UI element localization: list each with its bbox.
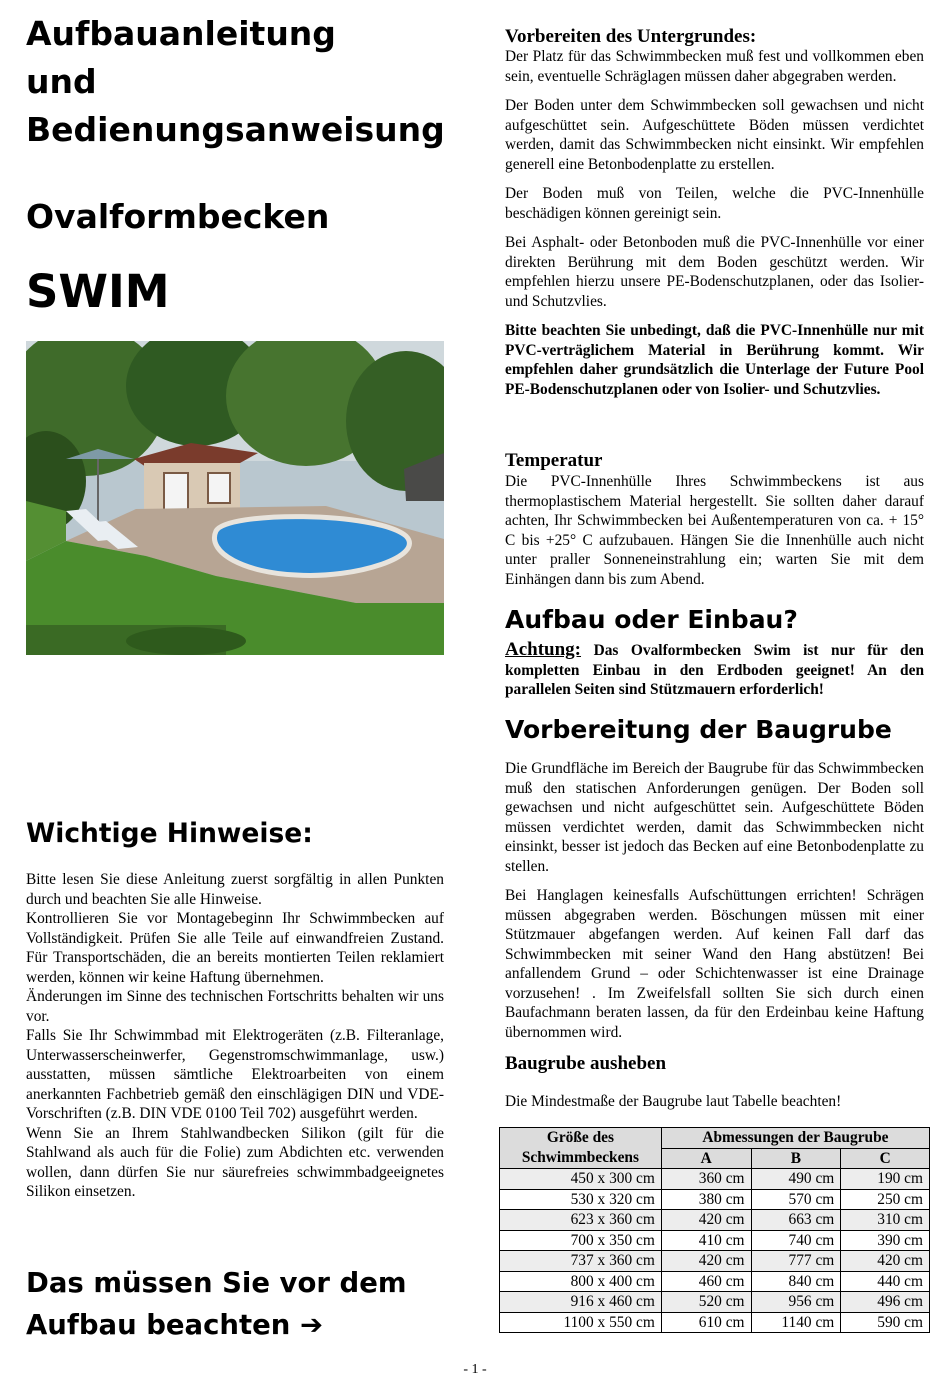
cell-size: 1100 x 550 cm bbox=[500, 1312, 662, 1333]
cell-c: 590 cm bbox=[841, 1312, 930, 1333]
cell-b: 740 cm bbox=[751, 1230, 841, 1251]
important-notes bbox=[26, 870, 444, 1202]
prep-paragraph-1: Der Platz für das Schwimmbecken muß fest und vollkommen eben sein, eventuelle Schräglagen müssen daher abgegraben werden. bbox=[505, 48, 924, 85]
prep-heading: Vorbereiten des Untergrundes: bbox=[505, 26, 757, 47]
table-row bbox=[500, 1210, 930, 1231]
cell-a: 420 cm bbox=[661, 1251, 751, 1272]
title-line-1: Aufbauanleitung bbox=[26, 14, 336, 53]
important-heading: Wichtige Hinweise: bbox=[26, 818, 313, 849]
temperature-paragraph: Die PVC-Innenhülle Ihres Schwimmbeckens ist aus thermoplastischem Material hergestellt. Sie sollten daher darauf achten, Ihr Schwimmbecken bei Außentemperaturen von ca. + 15° C bis +25° C aufzubauen. Hängen Sie die Innenhülle auch nicht unter praller Sonneneinstrahlung ein; warten Sie mit dem Einhängen dann bis zum Abend. bbox=[505, 473, 924, 588]
build-paragraph bbox=[505, 640, 924, 700]
table-row bbox=[500, 1189, 930, 1210]
pit-heading: Vorbereitung der Baugrube bbox=[505, 715, 892, 744]
cell-b: 663 cm bbox=[751, 1210, 841, 1231]
cell-c: 190 cm bbox=[841, 1169, 930, 1190]
dig-paragraph: Die Mindestmaße der Baugrube laut Tabelle beachten! bbox=[505, 1093, 842, 1110]
cell-a: 380 cm bbox=[661, 1189, 751, 1210]
cell-b: 570 cm bbox=[751, 1189, 841, 1210]
table-row bbox=[500, 1169, 930, 1190]
important-paragraph-2: Kontrollieren Sie vor Montagebeginn Ihr Schwimmbecken auf Vollständigkeit. Prüfen Sie alle Teile auf einwandfreien Zustand. Für Transportschäden, die an bereits montierten Teilen reklamiert werden, können wir keine Haftung übernehmen. bbox=[26, 910, 444, 986]
important-paragraph-5: Wenn Sie an Ihrem Stahlwandbecken Silikon (gilt für die Stahlwand als auch für die Folie) zum Abdichten etc. verwenden wollen, dann dürfen Sie nur säurefreies schwimmbadgeeignetes Silikon einsetzen. bbox=[26, 1124, 444, 1200]
attention-label: Achtung: bbox=[505, 639, 582, 660]
cell-size: 530 x 320 cm bbox=[500, 1189, 662, 1210]
build-heading: Aufbau oder Einbau? bbox=[505, 605, 798, 634]
important-paragraph-4: Falls Sie Ihr Schwimmbad mit Elektrogeräten (z.B. Filteranlage, Unterwasserscheinwerfer, Gegenstromschwimmanlage, usw.) ausstatten, müssen sämtliche Elektroarbeiten von einem anerkannten Fachbetrieb gemäß den einschlägigen DIN und VDE-Vorschriften (z.B. DIN VDE 0100 Teil 702) ausgeführt werden. bbox=[26, 1027, 444, 1122]
pit-paragraph-2: Bei Hanglagen keinesfalls Aufschüttungen errichten! Schrägen müssen abgegraben werden. Böschungen müssen mit einer Stützmauer abgefangen werden. Auf keinen Fall darf das Schwimmbecken mit seiner Wand den Hang abstützen! Bei anfallendem Grund – oder Schichtenwasser ist eine Drainage vorzusehen! . Im Zweifelsfall sollten Sie sich durch einen Baufachmann beraten lassen, da für den Erdeinbau keine Haftung übernommen wird. bbox=[505, 887, 924, 1041]
prep-paragraph-3: Der Boden muß von Teilen, welche die PVC-Innenhülle beschädigen können gereinigt sein. bbox=[505, 185, 924, 222]
table-row bbox=[500, 1230, 930, 1251]
pit-dimensions-table bbox=[499, 1127, 930, 1333]
cell-size: 800 x 400 cm bbox=[500, 1271, 662, 1292]
header-pit-dimensions: Abmessungen der Baugrube bbox=[661, 1128, 929, 1149]
cell-c: 390 cm bbox=[841, 1230, 930, 1251]
subtitle: Ovalformbecken bbox=[26, 197, 330, 236]
important-paragraph-1: Bitte lesen Sie diese Anleitung zuerst sorgfältig in allen Punkten durch und beachten Sie alle Hinweise. bbox=[26, 871, 444, 908]
prep-paragraph-4: Bei Asphalt- oder Betonboden muß die PVC-Innenhülle vor einer direkten Berührung mit dem Boden geschützt werden. Wir empfehlen hierzu unsere PE-Bodenschutzplanen, oder das Isolier- und Schutzvlies. bbox=[505, 234, 924, 310]
cell-a: 410 cm bbox=[661, 1230, 751, 1251]
prep-paragraph-2: Der Boden unter dem Schwimmbecken soll gewachsen und nicht aufgeschüttet sein. Aufgeschüttete Böden müssen verdichtet werden, damit das Schwimmbecken nicht einsinkt. Wir empfehlen generell eine Betonbodenplatte zu erstellen. bbox=[505, 97, 924, 173]
cell-size: 700 x 350 cm bbox=[500, 1230, 662, 1251]
table-row bbox=[500, 1251, 930, 1272]
prep-section bbox=[505, 47, 924, 399]
header-a: A bbox=[661, 1148, 751, 1169]
header-c: C bbox=[841, 1148, 930, 1169]
cell-b: 840 cm bbox=[751, 1271, 841, 1292]
title-line-2: und bbox=[26, 62, 97, 101]
cell-a: 610 cm bbox=[661, 1312, 751, 1333]
prep-paragraph-5-warning: Bitte beachten Sie unbedingt, daß die PVC-Innenhülle nur mit PVC-verträglichem Material in Berührung kommt. Wir empfehlen daher grundsätzlich die Unterlage der Future Pool PE-Bodenschutzplanen oder von Isolier- und Schutzvlies. bbox=[505, 322, 924, 398]
cell-a: 460 cm bbox=[661, 1271, 751, 1292]
cell-b: 956 cm bbox=[751, 1292, 841, 1313]
pool-photo bbox=[26, 341, 444, 655]
table-row bbox=[500, 1271, 930, 1292]
temperature-heading: Temperatur bbox=[505, 450, 603, 471]
before-heading-line-2: Aufbau beachten ➔ bbox=[26, 1309, 323, 1341]
important-paragraph-3: Änderungen im Sinne des technischen Fortschritts behalten wir uns vor. bbox=[26, 988, 444, 1025]
pit-paragraph-1: Die Grundfläche im Bereich der Baugrube für das Schwimmbecken muß den statischen Anforderungen genügen. Der Boden soll gewachsen und nicht aufgeschüttet sein. Aufgeschüttete Böden müssen verdichtet werden, damit das Schwimmbecken nicht einsinkt, besser ist jedoch das Becken auf eine Betonbodenplatte zu stellen. bbox=[505, 760, 924, 875]
cell-b: 490 cm bbox=[751, 1169, 841, 1190]
cell-size: 916 x 460 cm bbox=[500, 1292, 662, 1313]
cell-c: 440 cm bbox=[841, 1271, 930, 1292]
cell-a: 420 cm bbox=[661, 1210, 751, 1231]
cell-a: 520 cm bbox=[661, 1292, 751, 1313]
attention-text: Das Ovalformbecken Swim ist nur für den kompletten Einbau in den Erdboden geeignet! An den parallelen Seiten sind Stützmauern erforderlich! bbox=[505, 642, 924, 698]
title-line-3: Bedienungsanweisung bbox=[26, 110, 445, 149]
table-row bbox=[500, 1292, 930, 1313]
dig-heading: Baugrube ausheben bbox=[505, 1053, 667, 1074]
cell-size: 623 x 360 cm bbox=[500, 1210, 662, 1231]
table-row bbox=[500, 1312, 930, 1333]
before-heading-line-1: Das müssen Sie vor dem bbox=[26, 1267, 407, 1299]
cell-c: 420 cm bbox=[841, 1251, 930, 1272]
cell-b: 1140 cm bbox=[751, 1312, 841, 1333]
cell-size: 450 x 300 cm bbox=[500, 1169, 662, 1190]
page-number: - 1 - bbox=[463, 1362, 487, 1377]
header-pool-size: Größe des Schwimmbeckens bbox=[500, 1128, 662, 1169]
cell-size: 737 x 360 cm bbox=[500, 1251, 662, 1272]
table-header-row bbox=[500, 1128, 930, 1149]
header-b: B bbox=[751, 1148, 841, 1169]
cell-c: 496 cm bbox=[841, 1292, 930, 1313]
cell-c: 310 cm bbox=[841, 1210, 930, 1231]
product-name: SWIM bbox=[26, 265, 170, 318]
cell-a: 360 cm bbox=[661, 1169, 751, 1190]
cell-c: 250 cm bbox=[841, 1189, 930, 1210]
pit-section bbox=[505, 759, 924, 1042]
cell-b: 777 cm bbox=[751, 1251, 841, 1272]
